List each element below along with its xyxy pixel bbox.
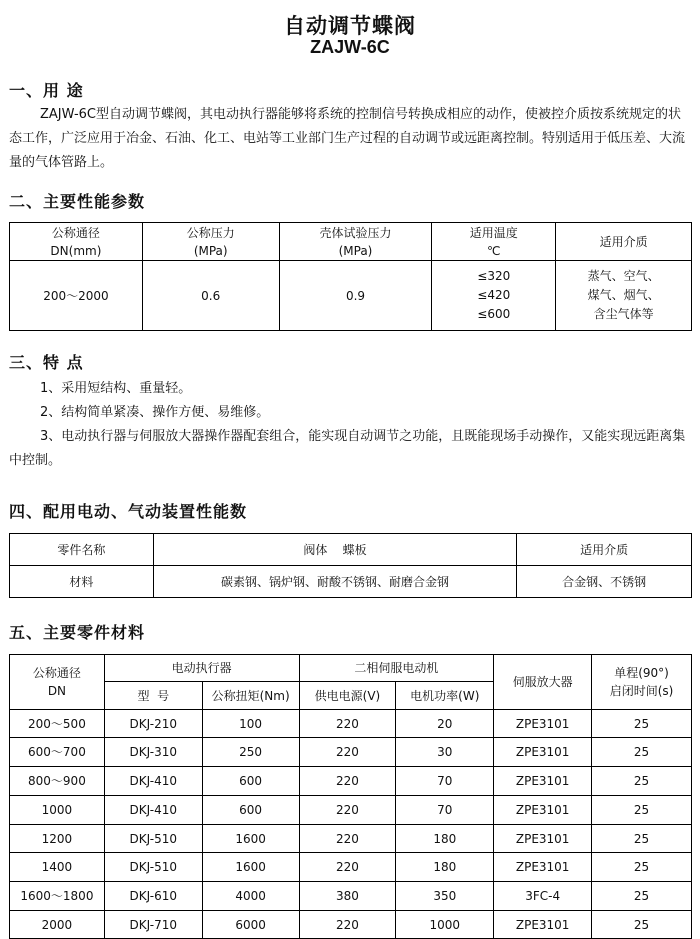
header-pressure-label: 公称压力 [186,225,235,240]
cell-power-supply: 220 [299,911,396,939]
cell-torque: 100 [202,710,299,738]
header-dn-unit: DN [47,684,67,698]
table-row [10,825,692,853]
cell-dn: 1000 [10,796,105,825]
table-row [10,853,692,882]
materials-config-row [10,566,692,598]
cell-model: DKJ-210 [104,710,202,738]
header-actuator: 电动执行器 [104,655,299,682]
cell-test-pressure: 0.9 [279,261,432,331]
header-dn [10,655,105,710]
cell-model: DKJ-710 [104,911,202,939]
header-pressure [142,223,279,261]
cell-amplifier: ZPE3101 [494,853,592,882]
cell-torque: 4000 [202,882,299,911]
cell-torque: 6000 [202,911,299,939]
parts-header-row-1 [10,655,692,682]
table-row [10,911,692,939]
cell-power-supply: 220 [299,825,396,853]
parts-table [9,654,692,939]
materials-config-table [9,533,692,598]
cell-power-supply: 220 [299,767,396,796]
cell-amplifier: ZPE3101 [494,911,592,939]
cell-motor-power: 70 [396,796,494,825]
cell-material-body: 碳素钢、锅炉钢、耐酸不锈钢、耐磨合金钢 [153,566,516,598]
media-line: 蒸气、空气、 [587,269,660,283]
usage-paragraph-text: ZAJW-6C型自动调节蝶阀，其电动执行器能够将系统的控制信号转换成相应的动作，使被控介质按系统规定的状态工作，广泛应用于冶金、石油、化工、电站等工业部门生产过程的自动调节或远距离控制。特别适用于低压差、大流量的气体管路上。 [9,107,686,170]
header-test-pressure [279,223,432,261]
cell-dn: 200～500 [10,710,105,738]
cell-motor-power: 20 [396,710,494,738]
cell-motor-power: 30 [396,738,494,767]
cell-motor-power: 1000 [396,911,494,939]
cell-dn: 600～700 [10,738,105,767]
usage-paragraph [9,103,693,175]
cell-motor-power: 180 [396,853,494,882]
cell-time: 25 [592,710,692,738]
cell-model: DKJ-310 [104,738,202,767]
cell-time: 25 [592,882,692,911]
header-torque: 公称扭矩(Nm) [202,682,299,710]
header-temp [432,223,556,261]
header-power-supply: 供电电源(V) [299,682,396,710]
cell-dn: 1200 [10,825,105,853]
cell-temps [432,261,556,331]
cell-torque: 600 [202,796,299,825]
header-time-sub: 启闭时间(s) [609,684,674,698]
header-test-pressure-label: 壳体试验压力 [319,225,392,240]
cell-power-supply: 220 [299,710,396,738]
cell-torque: 1600 [202,853,299,882]
feature-item: 1、采用短结构、重量轻。 [40,381,192,396]
header-time [592,655,692,710]
header-motor-power: 电机功率(W) [396,682,494,710]
header-dn-label: 公称通径 [51,225,100,240]
cell-amplifier: ZPE3101 [494,738,592,767]
header-amplifier: 伺服放大器 [494,655,592,710]
temp-line: ≤420 [477,288,511,302]
cell-motor-power: 350 [396,882,494,911]
parts-table-body [10,710,692,939]
page-title: 自动调节蝶阀 [284,14,416,38]
performance-table [9,222,692,331]
model-subtitle: ZAJW-6C [310,37,390,57]
cell-time: 25 [592,738,692,767]
header-temp-unit: ℃ [487,243,501,258]
cell-model: DKJ-410 [104,796,202,825]
performance-data-row [10,261,692,331]
performance-header-row [10,223,692,261]
header-dn-unit: DN(mm) [50,243,102,258]
cell-material-label: 材料 [10,566,154,598]
header-pressure-unit: (MPa) [193,243,228,258]
cell-motor-power: 180 [396,825,494,853]
cell-time: 25 [592,825,692,853]
feature-item: 3、电动执行器与伺服放大器操作器配套组合，能实现自动调节之功能，且既能现场手动操作，又能实现远距离集中控制。 [9,429,686,468]
cell-dn: 200～2000 [10,261,143,331]
cell-torque: 250 [202,738,299,767]
section-performance-heading: 二、主要性能参数 [9,192,146,211]
cell-torque: 1600 [202,825,299,853]
table-row [10,710,692,738]
cell-model: DKJ-410 [104,767,202,796]
cell-torque: 600 [202,767,299,796]
materials-config-header-row [10,534,692,566]
cell-time: 25 [592,767,692,796]
media-line: 含尘气体等 [593,307,654,321]
table-row [10,796,692,825]
header-test-pressure-unit: (MPa) [338,243,373,258]
section-parts-heading: 五、主要零件材料 [9,623,146,642]
table-row [10,738,692,767]
feature-item: 2、结构简单紧凑、操作方便、易维修。 [40,405,270,420]
cell-time: 25 [592,911,692,939]
header-temp-label: 适用温度 [469,225,518,240]
section-usage-heading: 一、用 途 [9,81,84,100]
cell-time: 25 [592,853,692,882]
cell-material-media: 合金钢、不锈钢 [517,566,692,598]
cell-power-supply: 220 [299,796,396,825]
header-motor: 二相伺服电动机 [299,655,494,682]
header-applicable-media: 适用介质 [517,534,692,566]
header-dn-label: 公称通径 [32,666,81,680]
table-row [10,882,692,911]
cell-amplifier: ZPE3101 [494,710,592,738]
header-part-name: 零件名称 [10,534,154,566]
temp-line: ≤320 [477,269,511,283]
cell-dn: 2000 [10,911,105,939]
section-materials-config-heading: 四、配用电动、气动装置性能数 [9,502,248,521]
header-time-label: 单程(90°) [614,666,669,680]
cell-dn: 800～900 [10,767,105,796]
header-body-disc: 阀体 蝶板 [153,534,516,566]
temp-line: ≤600 [477,307,511,321]
cell-amplifier: 3FC-4 [494,882,592,911]
cell-model: DKJ-610 [104,882,202,911]
cell-power-supply: 220 [299,853,396,882]
cell-model: DKJ-510 [104,825,202,853]
cell-amplifier: ZPE3101 [494,767,592,796]
header-media: 适用介质 [556,223,692,261]
cell-model: DKJ-510 [104,853,202,882]
cell-motor-power: 70 [396,767,494,796]
section-features-heading: 三、特 点 [9,353,84,372]
media-line: 煤气、烟气、 [587,288,660,302]
table-row [10,767,692,796]
cell-power-supply: 220 [299,738,396,767]
cell-dn: 1400 [10,853,105,882]
cell-dn: 1600～1800 [10,882,105,911]
cell-amplifier: ZPE3101 [494,825,592,853]
header-dn [10,223,143,261]
cell-power-supply: 380 [299,882,396,911]
cell-time: 25 [592,796,692,825]
cell-media [556,261,692,331]
cell-amplifier: ZPE3101 [494,796,592,825]
header-model: 型 号 [104,682,202,710]
cell-pressure: 0.6 [142,261,279,331]
